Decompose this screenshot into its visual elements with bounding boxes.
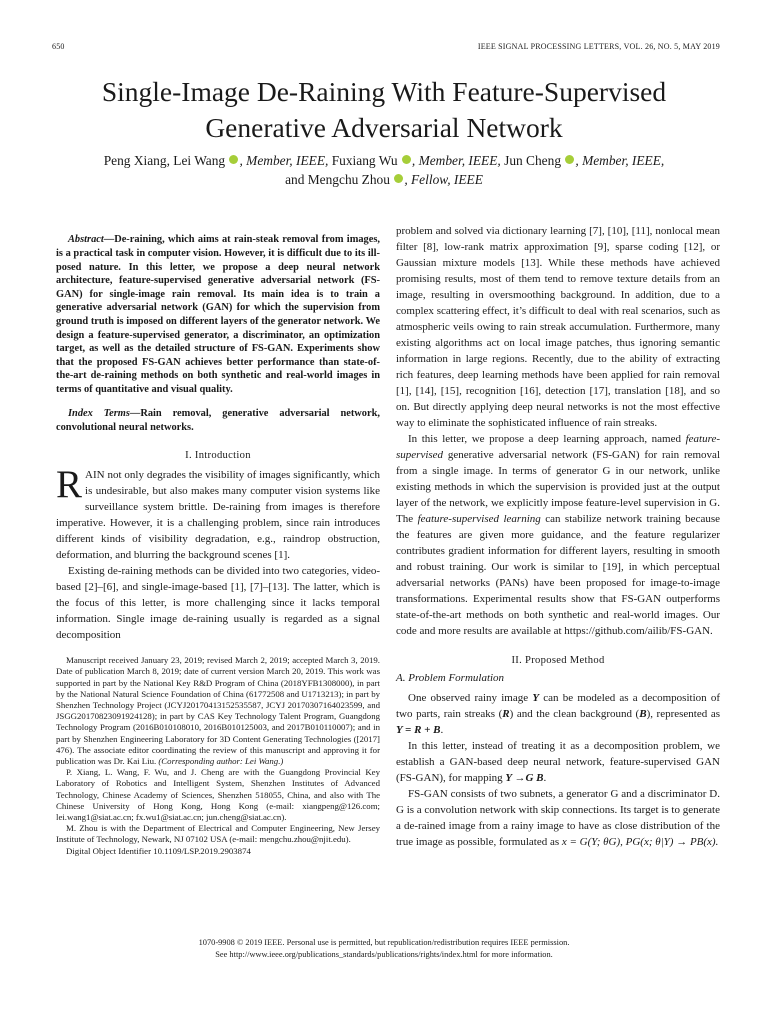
title-line-2: Generative Adversarial Network — [205, 112, 563, 143]
copyright-line-2: See http://www.ieee.org/publications_standards/publications/rights/index.html for more information. — [215, 949, 553, 959]
p2-text-b: generative adversarial network (FS-GAN) for rain removal from a single image. In terms of generator G in our network, unlike existing methods in which the supervision is provided just at the output layer of the network, we explicitly impose feature-level supervision in G. The — [396, 449, 720, 525]
section-heading-introduction: I. Introduction — [185, 450, 251, 462]
orcid-icon[interactable] — [229, 155, 238, 164]
paper-title — [40, 74, 728, 146]
footnote-affiliation-1: P. Xiang, L. Wang, F. Wu, and J. Cheng are with the Guangdong Provincial Key Laboratory of Robotics and Intelligent System, Shenzhen Institutes of Advanced Technology, Chinese Academy of Sciences, Shenzhen 518055, China, and also with The Chinese University of Hong Kong, Hong Kong (e-mail: xiangpeng@126.com; lei.wang1@siat.ac.cn; fx.wu1@siat.ac.cn; jun.cheng@siat.ac.cn). — [56, 767, 380, 822]
right-paragraph-3 — [396, 690, 720, 738]
author-2-role: , Member, IEEE, — [411, 153, 501, 168]
p3-text-c: ) and the clean background ( — [509, 708, 640, 720]
symbol-B: B — [639, 708, 647, 720]
orcid-icon[interactable] — [394, 174, 403, 183]
p2-text-a: In this letter, we propose a deep learning approach, named — [408, 433, 686, 445]
right-column — [396, 223, 720, 850]
right-paragraph-1: problem and solved via dictionary learning [7], [10], [11], nonlocal mean filter [8], low-rank matrix approximation [9], sparse coding [12], or Gaussian mixture models [13]. While these methods have achieved promising results, most of them tend to remove texture details from an image, resulting in oversmoothing background. In addition, due to a complex scattering effect, it’s difficult to deal with real scenarios, such as atmospheric veils owing to rain streak accumulation. Furthermore, many existing algorithms act on local image patches, thus ignoring semantic information in large regions. Recently, due to the ability of extracting rich features, deep learning methods have been applied for rain removal [1], [14], [15], recognition [16], detection [17], translation [18], and so on. But directly applying deep neural networks is not the most effective way to eliminate the sophisticated influence of rain streaks. — [396, 225, 720, 429]
p3-text-b: can be modeled as a decomposition of two parts, rain streaks ( — [396, 692, 720, 720]
p2-text-c: can stabilize network training because the features are given more guidance, and the feature regularizer contributes gradient information for different layers, resulting in smooth and robust training. Our work is similar to [19], in which perceptual adversarial networks (PANs) have been proposed for image-to-image transformations. Experimental results show that FS-GAN outperforms state-of-the-art methods on both synthetic and real-world images. Our code and more results are available at https://github.com/ailib/FS-GAN. — [396, 513, 720, 637]
p3-text-a: One observed rainy image — [408, 692, 533, 704]
copyright-notice — [40, 937, 728, 960]
p2-emphasis-2: feature-supervised learning — [417, 513, 541, 525]
p2-emphasis-1: feature-supervised — [396, 433, 720, 461]
intro-p1-text: AIN not only degrades the visibility of images significantly, which is undesirable, but also makes many computer vision systems like surveillance system brittle. De-raining from images is therefore imperative. However, it is a challenging problem, since rain introduces different kinds of visibility degradation, e.g., raindrop obstruction, deformation, and blurring the background scenes [1]. — [56, 469, 380, 562]
corresponding-author: (Corresponding author: Lei Wang.) — [158, 755, 284, 766]
footnote-affiliation-2: M. Zhou is with the Department of Electrical and Computer Engineering, New Jersey Institute of Technology, Newark, NJ 07102 USA (e-mail: mengchu.zhou@njit.edu). — [56, 823, 380, 845]
orcid-icon[interactable] — [565, 155, 574, 164]
equation-decomposition: Y = R + B — [396, 724, 441, 736]
author-3: Jun Cheng — [504, 153, 562, 168]
equation-generator: x = G(Y; θG), PG(x; θ|Y) → PB(x). — [561, 836, 719, 848]
author-4-role: , Fellow, IEEE — [404, 172, 483, 187]
running-header — [52, 42, 720, 51]
footnote-manuscript-text: Manuscript received January 23, 2019; revised March 2, 2019; accepted March 3, 2019. Date of publication March 8, 2019; date of current version March 20, 2019. This work was supported in part by the National Key R&D Program of China (2018YFB1308000), in part by the National Natural Science Foundation of China (61772508 and U1713213); in part by Shenzhen Technology Project (JCYJ20170413152535587, JCYJ 20170307164023599, and JSGG20170823091924128); in part by CAS Key Technology Talent Program, Guangdong Technology Program (2016B010108010, 2016B010125003, and 2017B010110007); and in part by Shenzhen Engineering Laboratory for 3D Content Generating Technologies ([2017] 476). The associate editor coordinating the review of this manuscript and approving it for publication was Dr. Kai Liu. — [56, 655, 380, 766]
orcid-icon[interactable] — [402, 155, 411, 164]
abstract-lead: Abstract — [68, 234, 104, 246]
author-list — [40, 151, 728, 189]
doi: Digital Object Identifier 10.1109/LSP.2019.2903874 — [66, 845, 251, 856]
right-paragraph-4 — [396, 738, 720, 786]
left-column — [56, 223, 380, 857]
p4-text: In this letter, instead of treating it as a decomposition problem, we establish a GAN-based deep neural network, feature-supervised GAN (FS-GAN), for mapping — [396, 740, 720, 784]
journal-name: IEEE SIGNAL PROCESSING LETTERS, VOL. 26, NO. 5, MAY 2019 — [477, 42, 720, 51]
page-number: 650 — [52, 42, 65, 51]
section-heading-proposed-method: II. Proposed Method — [511, 655, 605, 666]
right-paragraph-5 — [396, 786, 720, 850]
author-1-role: , Member, IEEE, — [239, 153, 329, 168]
abstract-text: —De-raining, which aims at rain-steak removal from images, is a practical task in computer vision. However, it is difficult due to its ill-posed nature. In this letter, we propose a deep neural network architecture, feature-supervised generative adversarial network (FS-GAN) for single-image rain removal. Its main idea is to train a generative adversarial network (GAN) for which the supervision from ground truth is imposed on different layers of the generator network. We design a feature-supervised generator, a discriminator, an optimization target, as well as the detailed structure of FS-GAN. Experiments show that the proposed FS-GAN achieves better performance than state-of-the-art de-raining methods on both synthetic and real-world images in terms of quantitative and visual quality. — [56, 234, 380, 395]
p3-text-e: . — [440, 724, 444, 736]
right-paragraph-2 — [396, 431, 720, 639]
abstract — [56, 233, 380, 396]
symbol-Y: Y — [532, 692, 540, 704]
p5-text: FS-GAN consists of two subnets, a generator G and a discriminator D. G is a convolution network with skip connections. Its target is to generate a de-rained image from a rainy image to have as close distribution of the true image as possible, formulated as — [396, 788, 720, 848]
author-1: Peng Xiang, Lei Wang — [103, 153, 226, 168]
symbol-R: R — [502, 708, 510, 720]
p4-end: . — [543, 772, 547, 784]
index-terms-lead: Index Terms — [68, 407, 130, 419]
subsection-heading: A. Problem Formulation — [396, 672, 505, 684]
footnote-manuscript — [56, 655, 380, 767]
dropcap: R — [56, 463, 83, 507]
intro-paragraph-1 — [56, 463, 380, 563]
copyright-line-1: 1070-9908 © 2019 IEEE. Personal use is permitted, but republication/redistribution requires IEEE permission. — [198, 938, 570, 947]
index-terms-text: —Rain removal, generative adversarial network, convolutional neural networks. — [56, 407, 380, 433]
mapping-expression: Y →G B — [505, 772, 544, 784]
author-3-role: , Member, IEEE, — [575, 153, 665, 168]
author-2: Fuxiang Wu — [331, 153, 398, 168]
index-terms — [56, 407, 380, 434]
author-4: and Mengchu Zhou — [285, 172, 390, 187]
title-line-1: Single-Image De-Raining With Feature-Supervised — [101, 76, 667, 107]
p3-text-d: ), represented as — [646, 708, 720, 720]
intro-paragraph-2: Existing de-raining methods can be divided into two categories, video-based [2]–[6], and single-image-based [1], [7]–[13]. The latter, which is the focus of this letter, is more challenging since it lacks temporal information. Single image de-raining usually is regarded as a signal decomposition — [56, 565, 380, 642]
